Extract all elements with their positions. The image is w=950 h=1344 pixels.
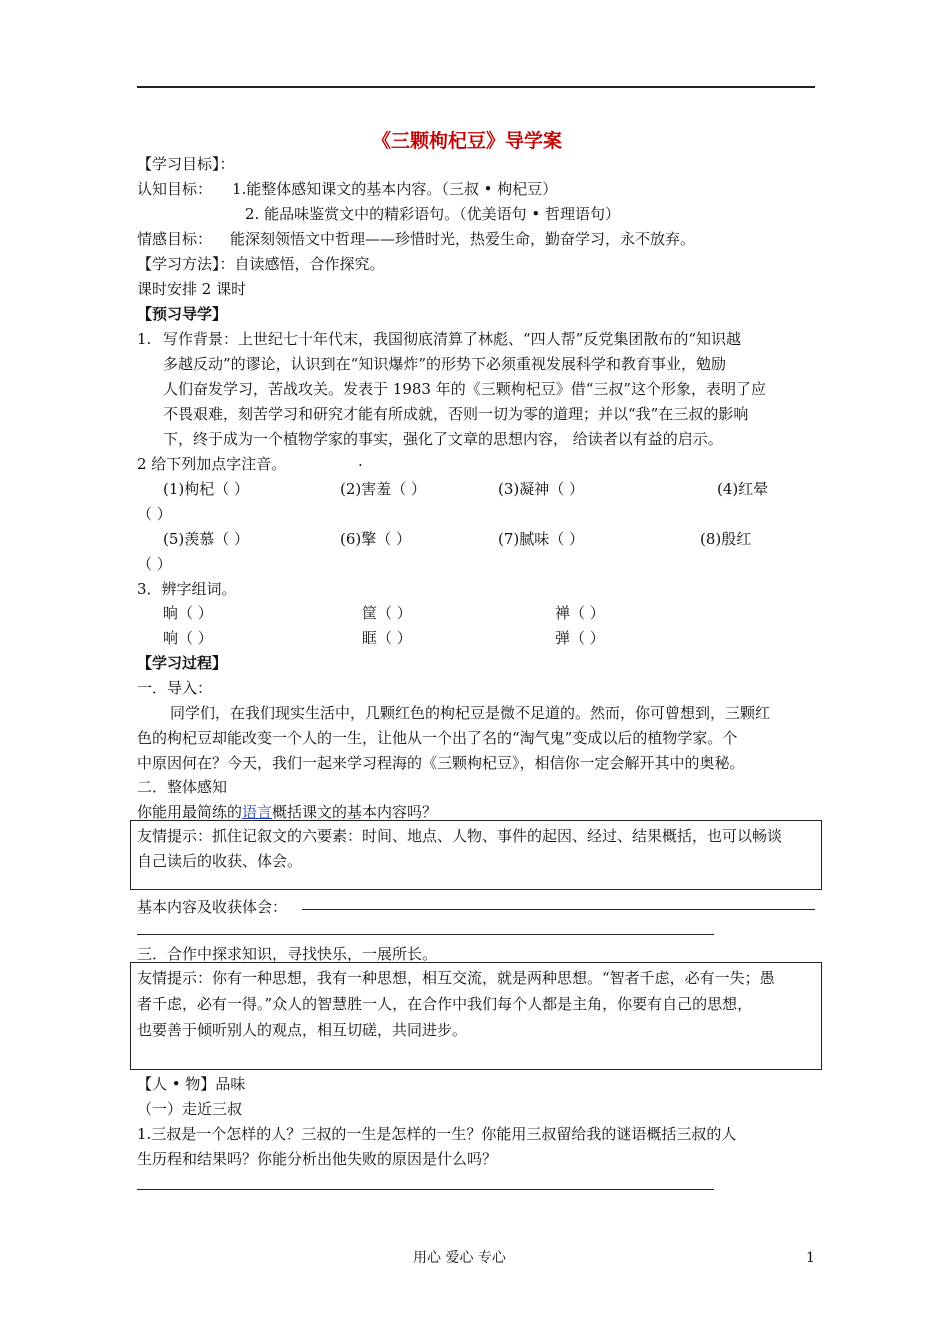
language-link[interactable]: 语言 — [242, 803, 273, 821]
word-item-1: 晌（ ） — [163, 604, 213, 622]
cognitive-goal-2: 2. 能品味鉴赏文中的精彩语句。（优美语句 • 哲理语句） — [245, 205, 620, 223]
question-1-answer-line[interactable] — [137, 1189, 714, 1190]
question-1-line-2: 生历程和结果吗？你能分析出他失败的原因是什么吗？ — [137, 1150, 498, 1168]
word-item-4: 响（ ） — [163, 629, 213, 647]
preview-3-heading: 3．辨字组词。 — [137, 580, 237, 598]
taste-heading: 【人 • 物】品味 — [137, 1075, 246, 1093]
tip-1-line-2: 自己读后的收获、体会。 — [137, 852, 303, 870]
pinyin-item-8-blank: （ ） — [137, 555, 172, 573]
preview-2-heading: 2 给下列加点字注音。 — [137, 455, 287, 473]
overall-question — [137, 803, 437, 821]
answer-line-2[interactable] — [137, 934, 714, 935]
tip-2-line-1: 友情提示：你有一种思想，我有一种思想，相互交流，就是两种思想。“智者千虑，必有一失；愚 — [137, 969, 775, 987]
preview-1-line-2: 多越反动”的谬论，认识到在“知识爆炸”的形势下必须重视发展科学和教育事业，勉励 — [163, 355, 727, 373]
pinyin-item-3: (3)凝神（ ） — [498, 480, 585, 498]
header-rule — [137, 86, 815, 88]
page-title: 《三颗枸杞豆》导学案 — [372, 130, 563, 152]
overall-question-post: 概括课文的基本内容吗？ — [272, 803, 438, 821]
pinyin-item-4-blank: （ ） — [137, 505, 172, 523]
preview-1-line-1: 写作背景：上世纪七十年代末，我国彻底清算了林彪、“四人帮”反党集团散布的“知识越 — [163, 330, 742, 348]
pinyin-item-4: (4)红晕 — [717, 480, 769, 498]
word-item-6: 弹（ ） — [555, 629, 605, 647]
tip-2-line-2: 者千虑，必有一得。”众人的智慧胜一人，在合作中我们每个人都是主角，你要有自己的思想， — [137, 995, 753, 1013]
preview-1-line-3: 人们奋发学习，苦战攻关。发表于 1983 年的《三颗枸杞豆》借“三叔”这个形象，表明了应 — [163, 380, 767, 398]
overall-heading: 二．整体感知 — [137, 778, 228, 796]
page-number: 1 — [806, 1250, 815, 1266]
pinyin-item-6: (6)擎（ ） — [340, 530, 412, 548]
pinyin-item-7: (7)腻味（ ） — [498, 530, 585, 548]
word-item-3: 禅（ ） — [555, 604, 605, 622]
intro-heading: 一．导入： — [137, 679, 213, 697]
word-item-5: 眶（ ） — [362, 629, 412, 647]
answer-label: 基本内容及收获体会： — [137, 898, 288, 916]
tip-1-line-1: 友情提示：抓住记叙文的六要素：时间、地点、人物、事件的起因、经过、结果概括，也可以畅谈 — [137, 827, 783, 845]
cognitive-goal-1: 1.能整体感知课文的基本内容。（三叔 • 枸杞豆） — [232, 180, 558, 198]
preview-2-dot: . — [358, 452, 363, 470]
pinyin-item-8: (8)殷红 — [700, 530, 752, 548]
process-heading: 【学习过程】 — [137, 654, 228, 672]
tip-2-line-3: 也要善于倾听别人的观点，相互切磋，共同进步。 — [137, 1021, 468, 1039]
class-schedule: 课时安排 2 课时 — [137, 280, 247, 298]
taste-subheading: （一）走近三叔 — [137, 1100, 243, 1118]
study-method: 【学习方法】：自读感悟，合作探究。 — [137, 255, 385, 273]
cognitive-label: 认知目标： — [137, 180, 213, 198]
coop-heading: 三．合作中探求知识，寻找快乐，一展所长。 — [137, 945, 438, 963]
emotional-goal: 能深刻领悟文中哲理——珍惜时光，热爱生命，勤奋学习，永不放弃。 — [230, 230, 696, 248]
goals-heading: 【学习目标】： — [137, 155, 235, 173]
intro-line-2: 色的枸杞豆却能改变一个人的一生，让他从一个出了名的“淘气鬼”变成以后的植物学家。个 — [137, 729, 738, 747]
pinyin-item-5: (5)羡慕（ ） — [163, 530, 250, 548]
answer-line-1[interactable] — [302, 909, 815, 910]
emotional-label: 情感目标： — [137, 230, 213, 248]
overall-question-pre: 你能用最简练的 — [137, 803, 243, 821]
word-item-2: 筐（ ） — [362, 604, 412, 622]
intro-line-3: 中原因何在？今天，我们一起来学习程海的《三颗枸杞豆》，相信你一定会解开其中的奥秘。 — [137, 754, 745, 772]
preview-1-line-5: 下，终于成为一个植物学家的事实，强化了文章的思想内容， 给读者以有益的启示。 — [163, 430, 723, 448]
question-1-line-1: 1.三叔是一个怎样的人？三叔的一生是怎样的一生？你能用三叔留给我的谜语概括三叔的人 — [137, 1125, 737, 1143]
footer-motto: 用心 爱心 专心 — [413, 1250, 506, 1266]
preview-heading: 【预习导学】 — [137, 305, 228, 323]
preview-1-number: 1. — [137, 330, 152, 348]
preview-1-line-4: 不畏艰难，刻苦学习和研究才能有所成就，否则一切为零的道理；并以“我”在三叔的影响 — [163, 405, 749, 423]
pinyin-item-2: (2)害羞（ ） — [340, 480, 427, 498]
intro-line-1: 同学们，在我们现实生活中，几颗红色的枸杞豆是微不足道的。然而，你可曾想到，三颗红 — [170, 704, 771, 722]
pinyin-item-1: (1)枸杞（ ） — [163, 480, 250, 498]
